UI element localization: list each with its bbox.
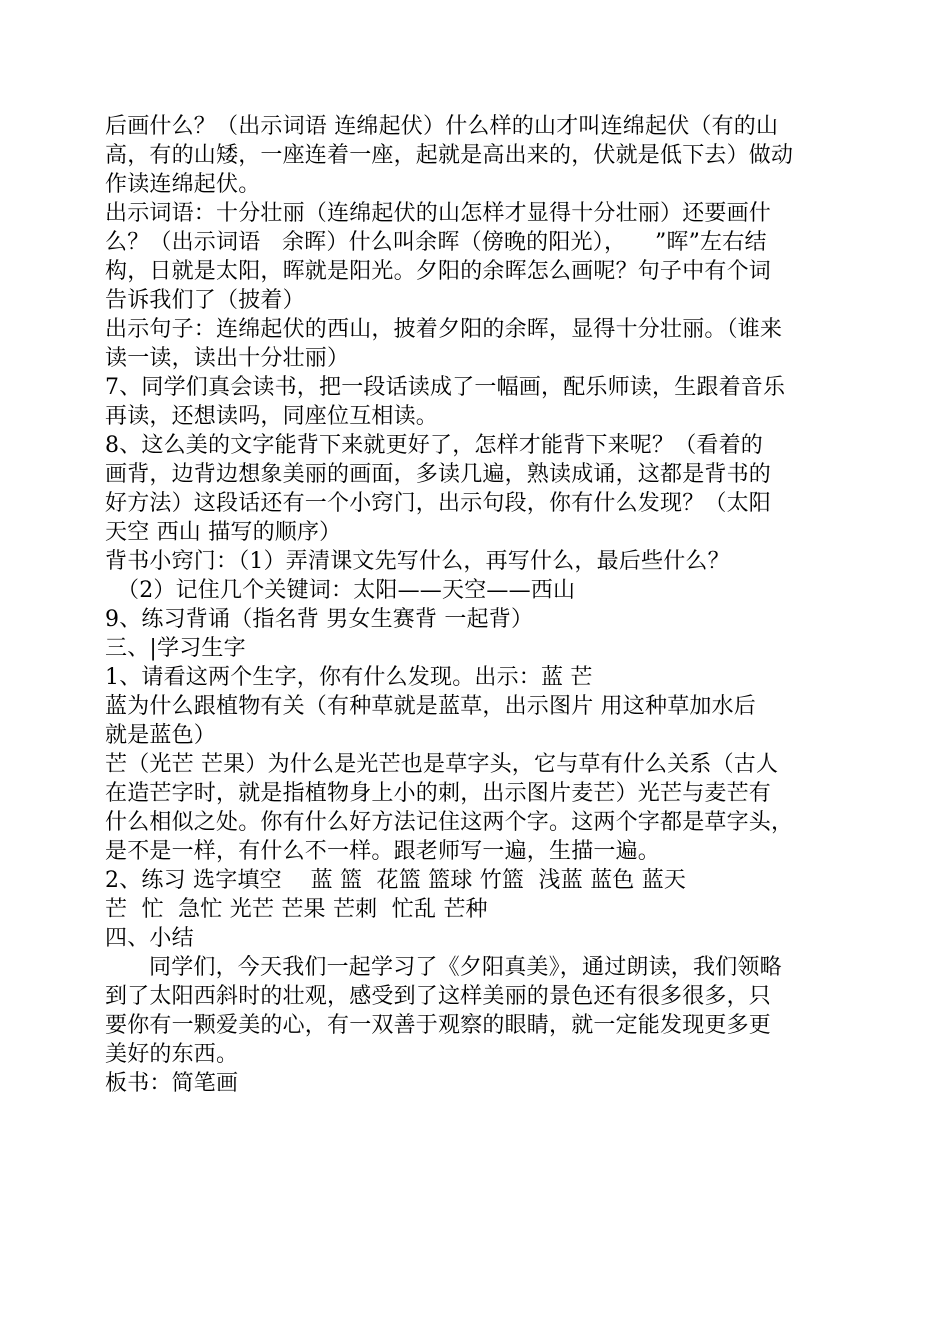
text-line: 天空 西山 描写的顺序） xyxy=(105,520,342,545)
text-line: 芒 忙 急忙 光芒 芒果 芒刺 忙乱 芒种 xyxy=(105,897,488,922)
text-line: 作读连绵起伏。 xyxy=(105,172,261,197)
text-line: 芒（光芒 芒果）为什么是光芒也是草字头，它与草有什么关系（古人 xyxy=(105,752,779,777)
text-line: 什么相似之处。你有什么好方法记住这两个字。这两个字都是草字头， xyxy=(105,810,794,835)
text-line: 在造芒字时，就是指植物身上小的刺，出示图片麦芒）光芒与麦芒有 xyxy=(105,781,772,806)
text-line: （2）记住几个关键词：太阳——天空——西山 xyxy=(117,578,576,603)
text-line: 蓝为什么跟植物有关（有种草就是蓝草，出示图片 用这种草加水后 xyxy=(105,694,756,719)
text-line: 就是蓝色） xyxy=(105,723,217,748)
text-line: 高，有的山矮，一座连着一座，起就是高出来的，伏就是低下去）做动 xyxy=(105,143,794,168)
text-line: 是不是一样，有什么不一样。跟老师写一遍，生描一遍。 xyxy=(105,839,661,864)
text-line: 2、练习 选字填空 蓝 篮 花篮 篮球 竹篮 浅蓝 蓝色 蓝天 xyxy=(105,868,687,893)
text-line: 好方法）这段话还有一个小窍门，出示句段，你有什么发现？（太阳 xyxy=(105,491,772,516)
document-page xyxy=(105,112,850,1098)
text-line: 同学们，今天我们一起学习了《夕阳真美》，通过朗读，我们领略 xyxy=(149,955,782,980)
text-line: 背书小窍门：（1）弄清课文先写什么，再写什么，最后些什么？ xyxy=(105,549,730,574)
section-heading: 四、小结 xyxy=(105,926,194,951)
text-line: 告诉我们了（披着） xyxy=(105,288,305,313)
text-line: 1、请看这两个生字，你有什么发现。出示：蓝 芒 xyxy=(105,665,593,690)
text-line: 后画什么？（出示词语 连绵起伏）什么样的山才叫连绵起伏（有的山 xyxy=(105,114,779,139)
text-line: 画背，边背边想象美丽的画面，多读几遍，熟读成诵，这都是背书的 xyxy=(105,462,772,487)
text-line: 美好的东西。 xyxy=(105,1042,239,1067)
text-line: 构，日就是太阳，晖就是阳光。夕阳的余晖怎么画呢？句子中有个词 xyxy=(105,259,772,284)
text-line: 8、这么美的文字能背下来就更好了，怎样才能背下来呢？（看着的 xyxy=(105,433,763,458)
text-line: 7、同学们真会读书，把一段话读成了一幅画，配乐师读，生跟着音乐 xyxy=(105,375,786,400)
text-line: 板书：简笔画 xyxy=(105,1071,239,1096)
text-line: 再读，还想读吗，同座位互相读。 xyxy=(105,404,439,429)
text-line: 出示词语：十分壮丽（连绵起伏的山怎样才显得十分壮丽）还要画什 xyxy=(105,201,772,226)
section-heading: 三、|学习生字 xyxy=(105,636,246,661)
text-line: 9、练习背诵（指名背 男女生赛背 一起背） xyxy=(105,607,534,632)
text-line: 到了太阳西斜时的壮观，感受到了这样美丽的景色还有很多很多，只 xyxy=(105,984,772,1009)
text-line: 要你有一颗爱美的心，有一双善于观察的眼睛，就一定能发现更多更 xyxy=(105,1013,772,1038)
text-line: 出示句子：连绵起伏的西山，披着夕阳的余晖，显得十分壮丽。（谁来 xyxy=(105,317,783,342)
text-line: 读一读，读出十分壮丽） xyxy=(105,346,350,371)
text-line: 么？（出示词语 余晖）什么叫余晖（傍晚的阳光）， ”晖”左右结 xyxy=(105,230,767,255)
